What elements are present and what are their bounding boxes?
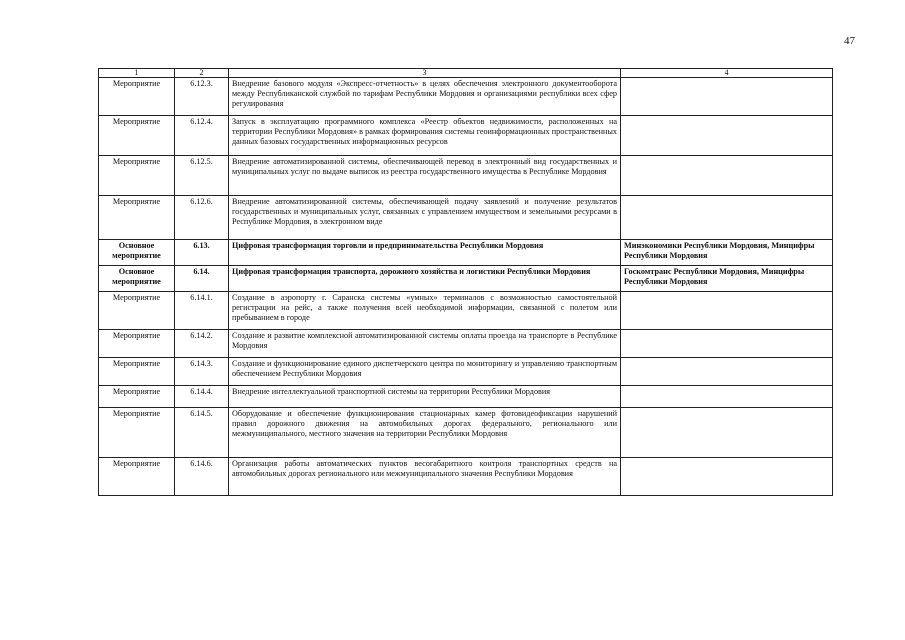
row-executor [621, 386, 833, 408]
row-type: Мероприятие [99, 196, 175, 240]
table-row [99, 330, 833, 358]
row-text: Внедрение базового модуля «Экспресс-отчетность» в целях обеспечения электронного документооборота между Республиканской службой по тарифам Республики Мордовия и организациями республики всех сфер регулирования [229, 78, 621, 116]
row-type: Мероприятие [99, 78, 175, 116]
row-executor [621, 196, 833, 240]
row-code: 6.14.5. [175, 408, 229, 458]
row-type: Основное мероприятие [99, 266, 175, 292]
row-type: Мероприятие [99, 386, 175, 408]
activities-table [98, 68, 833, 496]
row-text: Внедрение автоматизированной системы, обеспечивающей перевод в электронный вид государственных и муниципальных услуг по выдаче выписок из реестра государственного имущества в Республике Мордовия [229, 156, 621, 196]
row-code: 6.14.1. [175, 292, 229, 330]
row-executor [621, 156, 833, 196]
row-type: Мероприятие [99, 408, 175, 458]
row-text: Создание в аэропорту г. Саранска системы «умных» терминалов с возможностью самостоятельной регистрации на рейс, а также получения всей необходимой информации, связанной с полетом или пребыванием в городе [229, 292, 621, 330]
row-executor [621, 458, 833, 496]
table-row [99, 292, 833, 330]
table-row [99, 266, 833, 292]
row-type: Мероприятие [99, 116, 175, 156]
row-executor [621, 330, 833, 358]
table-body [99, 78, 833, 496]
header-col-4: 4 [621, 69, 833, 78]
row-text: Внедрение автоматизированной системы, обеспечивающей подачу заявлений и получение результатов государственных и муниципальных услуг, связанных с управлением имуществом и земельными ресурсами в Республике Мордовия, в электронном виде [229, 196, 621, 240]
row-executor: Госкомтранс Республики Мордовия, Минцифры Республики Мордовия [621, 266, 833, 292]
row-code: 6.14. [175, 266, 229, 292]
header-col-2: 2 [175, 69, 229, 78]
table-row [99, 386, 833, 408]
table-row [99, 408, 833, 458]
row-code: 6.14.4. [175, 386, 229, 408]
row-text: Внедрение интеллектуальной транспортной системы на территории Республики Мордовия [229, 386, 621, 408]
row-type: Мероприятие [99, 358, 175, 386]
table-row [99, 156, 833, 196]
row-text: Оборудование и обеспечение функционирования стационарных камер фотовидеофиксации нарушений правил дорожного движения на автомобильных дорогах федерального, регионального или межмуниципального, местного значения на территории Республики Мордовия [229, 408, 621, 458]
row-type: Мероприятие [99, 292, 175, 330]
row-text: Цифровая трансформация торговли и предпринимательства Республики Мордовия [229, 240, 621, 266]
header-col-1: 1 [99, 69, 175, 78]
header-row [99, 69, 833, 78]
row-code: 6.13. [175, 240, 229, 266]
row-code: 6.12.3. [175, 78, 229, 116]
row-executor [621, 358, 833, 386]
table-row [99, 458, 833, 496]
table-row [99, 240, 833, 266]
row-type: Мероприятие [99, 330, 175, 358]
row-executor [621, 116, 833, 156]
row-executor: Минэкономики Республики Мордовия, Минцифры Республики Мордовия [621, 240, 833, 266]
row-code: 6.14.2. [175, 330, 229, 358]
row-executor [621, 78, 833, 116]
row-text: Запуск в эксплуатацию программного комплекса «Реестр объектов недвижимости, расположенных на территории Республики Мордовия» в рамках формирования системы геоинформационных пространственных данных базовых государственных информационных ресурсов [229, 116, 621, 156]
page-number: 47 [844, 35, 855, 47]
table-row [99, 78, 833, 116]
table-row [99, 358, 833, 386]
row-code: 6.12.6. [175, 196, 229, 240]
table-row [99, 116, 833, 156]
row-code: 6.14.3. [175, 358, 229, 386]
row-text: Создание и развитие комплексной автоматизированной системы оплаты проезда на транспорте в Республике Мордовия [229, 330, 621, 358]
table-row [99, 196, 833, 240]
row-text: Цифровая трансформация транспорта, дорожного хозяйства и логистики Республики Мордовия [229, 266, 621, 292]
row-text: Организация работы автоматических пунктов весогабаритного контроля транспортных средств на автомобильных дорогах регионального или межмуниципального значения Республики Мордовия [229, 458, 621, 496]
row-type: Основное мероприятие [99, 240, 175, 266]
row-code: 6.12.5. [175, 156, 229, 196]
row-type: Мероприятие [99, 156, 175, 196]
row-type: Мероприятие [99, 458, 175, 496]
row-code: 6.12.4. [175, 116, 229, 156]
row-executor [621, 292, 833, 330]
header-col-3: 3 [229, 69, 621, 78]
row-code: 6.14.6. [175, 458, 229, 496]
row-text: Создание и функционирование единого диспетчерского центра по мониторингу и управлению транспортным обеспечением Республики Мордовия [229, 358, 621, 386]
row-executor [621, 408, 833, 458]
